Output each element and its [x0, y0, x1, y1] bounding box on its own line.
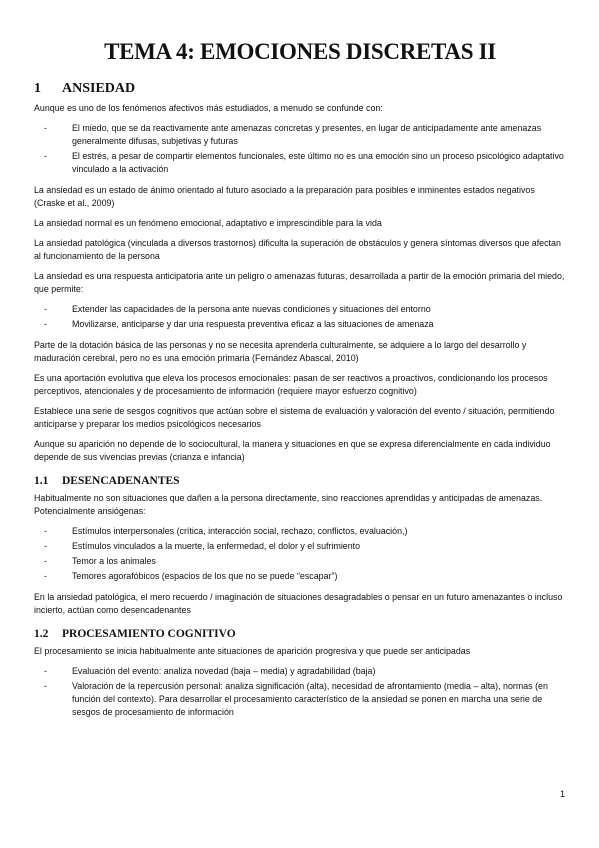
paragraph: Habitualmente no son situaciones que dañen a la persona directamente, sino reacciones aprendidas y anticipadas de amenazas. Potencialmente ansiógenas:: [34, 493, 543, 516]
list-item: - Temores agorafóbicos (espacios de los que no se puede “escapar”): [34, 570, 566, 583]
paragraph: El procesamiento se inicia habitualmente ante situaciones de aparición progresiva y que puede ser anticipadas: [34, 646, 471, 656]
bullet-list-triggers: [34, 525, 566, 583]
section-title: PROCESAMIENTO COGNITIVO: [62, 628, 236, 640]
paragraph: La ansiedad normal es un fenómeno emocional, adaptativo e imprescindible para la vida: [34, 218, 382, 228]
paragraph: Establece una serie de sesgos cognitivos que actúan sobre el sistema de evaluación y valoración del evento / situación, permitiendo anticiparse y preparar los medios psicológicos necesarios: [34, 406, 555, 429]
list-item: - Temor a los animales: [34, 555, 566, 568]
list-item: - El miedo, que se da reactivamente ante amenazas concretas y presentes, en lugar de anticipadamente ante amenazas generalmente difusas, subjetivas y futuras: [34, 122, 566, 148]
list-item: - El estrés, a pesar de compartir elementos funcionales, este último no es una emoción sino un proceso psicológico adaptativo vinculado a la activación: [34, 150, 566, 176]
list-item: - Evaluación del evento: analiza novedad (baja – media) y agradabilidad (baja): [34, 665, 566, 678]
section-number: 1.2: [34, 628, 49, 640]
page-title: TEMA 4: EMOCIONES DISCRETAS II: [104, 39, 496, 64]
list-item: - Movilizarse, anticiparse y dar una respuesta preventiva eficaz a las situaciones de amenaza: [34, 318, 566, 331]
bullet-list-confusions: [34, 122, 566, 176]
list-item: - Estímulos vinculados a la muerte, la enfermedad, el dolor y el sufrimiento: [34, 540, 566, 553]
page-content: [34, 38, 566, 727]
section-title: ANSIEDAD: [62, 81, 136, 96]
bullet-list-processing: [34, 665, 566, 719]
paragraph: En la ansiedad patológica, el mero recuerdo / imaginación de situaciones desagradables o pensar en un futuro amenazantes o incluso incierto, actúan como desencadenantes: [34, 592, 563, 615]
section-number: 1.1: [34, 475, 49, 487]
paragraph: La ansiedad es una respuesta anticipatoria ante un peligro o amenazas futuras, desarrollada a partir de la emoción primaria del miedo, que permite:: [34, 271, 565, 294]
section-heading-procesamiento: [34, 627, 566, 642]
paragraph: Parte de la dotación básica de las personas y no se necesita aprenderla culturalmente, se adquiere a lo largo del desarrollo y maduración cerebral, pero no es una emoción primaria (Fernández Abascal, 2010): [34, 340, 527, 363]
list-item: - Estímulos interpersonales (crítica, interacción social, rechazo, conflictos, evaluación,): [34, 525, 566, 538]
paragraph: Aunque su aparición no depende de lo sociocultural, la manera y situaciones en que se expresa diferencialmente en cada individuo depende de sus vivencias previas (crianza e infancia): [34, 439, 551, 462]
paragraph: La ansiedad es un estado de ánimo orientado al futuro asociado a la preparación para posibles e inminentes estados negativos (Craske et al., 2009): [34, 185, 535, 208]
section-title: DESENCADENANTES: [62, 475, 180, 487]
bullet-list-permits: [34, 303, 566, 331]
list-item: - Valoración de la repercusión personal: analiza significación (alta), necesidad de afrontamiento (media – alta), normas (en función del contexto). Para desarrollar el procesamiento característico de la ansiedad se ponen en marcha una serie de sesgos de procesamiento de información: [34, 680, 566, 719]
paragraph: Aunque es uno de los fenómenos afectivos más estudiados, a menudo se confunde con:: [34, 103, 383, 113]
paragraph: La ansiedad patológica (vinculada a diversos trastornos) dificulta la superación de obstáculos y genera síntomas diversos que afectan al funcionamiento de la persona: [34, 238, 561, 261]
page-number: 1: [559, 789, 565, 799]
section-heading-ansiedad: [34, 80, 566, 98]
section-heading-desencadenantes: [34, 474, 566, 489]
list-item: - Extender las capacidades de la persona ante nuevas condiciones y situaciones del entorno: [34, 303, 566, 316]
paragraph: Es una aportación evolutiva que eleva los procesos emocionales: pasan de ser reactivos a proactivos, condicionando los procesos perceptivos, atencionales y de procesamiento de información (requiere mayor esfuerzo cognitivo): [34, 373, 548, 396]
section-number: 1: [34, 81, 41, 96]
